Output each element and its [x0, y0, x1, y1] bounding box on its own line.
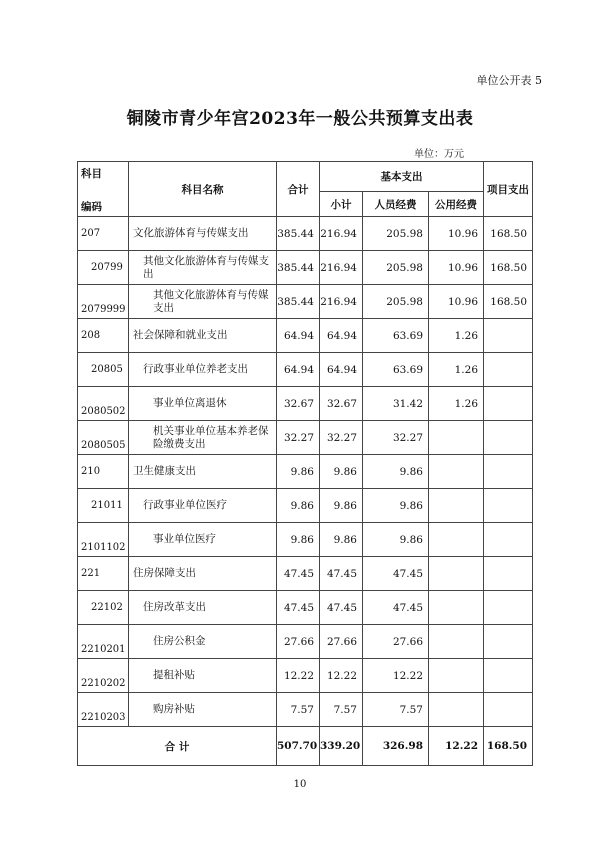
row-subtotal: 64.94: [320, 319, 363, 353]
row-personnel: 47.45: [363, 557, 429, 591]
table-row: [78, 285, 533, 319]
row-total: 12.22: [277, 659, 320, 693]
row-name: 其他文化旅游体育与传媒支出: [129, 251, 277, 285]
table-row: [78, 387, 533, 421]
table-row: [78, 591, 533, 625]
row-name: 住房改革支出: [129, 591, 277, 625]
row-subtotal: 12.22: [320, 659, 363, 693]
header-code: [78, 162, 129, 217]
row-subtotal: 216.94: [320, 251, 363, 285]
table-row: [78, 217, 533, 251]
row-personnel: 47.45: [363, 591, 429, 625]
row-total: 64.94: [277, 319, 320, 353]
row-total: 32.27: [277, 421, 320, 455]
row-subtotal: 32.67: [320, 387, 363, 421]
row-code: 2079999: [78, 285, 129, 319]
page-title: 铜陵市青少年宫2023年一般公共预算支出表: [126, 109, 474, 129]
row-public: [429, 523, 484, 557]
row-subtotal: 64.94: [320, 353, 363, 387]
table-row: [78, 523, 533, 557]
header-code-bottom: 编码: [81, 201, 102, 213]
row-code: 208: [78, 319, 129, 353]
row-project: [484, 319, 533, 353]
row-total: 7.57: [277, 693, 320, 727]
row-code: 2210203: [78, 693, 129, 727]
row-total: 9.86: [277, 455, 320, 489]
totals-project: 168.50: [484, 727, 533, 766]
row-project: [484, 421, 533, 455]
row-personnel: 63.69: [363, 353, 429, 387]
row-project: [484, 625, 533, 659]
row-name: 其他文化旅游体育与传媒支出: [129, 285, 277, 319]
header-personnel: 人员经费: [363, 192, 429, 217]
row-subtotal: 47.45: [320, 591, 363, 625]
row-public: 1.26: [429, 319, 484, 353]
row-project: 168.50: [484, 285, 533, 319]
row-personnel: 9.86: [363, 523, 429, 557]
row-total: 385.44: [277, 285, 320, 319]
header-subtotal: 小计: [320, 192, 363, 217]
row-code: 2210202: [78, 659, 129, 693]
row-project: 168.50: [484, 251, 533, 285]
totals-public: 12.22: [429, 727, 484, 766]
row-code: 210: [78, 455, 129, 489]
row-public: 1.26: [429, 387, 484, 421]
row-code: 2080502: [78, 387, 129, 421]
header-basic: 基本支出: [320, 162, 484, 192]
row-project: [484, 591, 533, 625]
row-personnel: 9.86: [363, 489, 429, 523]
row-code: 22102: [78, 591, 129, 625]
row-code: 207: [78, 217, 129, 251]
row-code: 21011: [78, 489, 129, 523]
row-name: 行政事业单位医疗: [129, 489, 277, 523]
row-public: 10.96: [429, 285, 484, 319]
row-project: [484, 489, 533, 523]
row-project: [484, 693, 533, 727]
header-code-top: 科目: [81, 168, 102, 180]
totals-label: 合 计: [78, 727, 277, 766]
row-subtotal: 27.66: [320, 625, 363, 659]
row-project: [484, 387, 533, 421]
row-subtotal: 9.86: [320, 523, 363, 557]
row-public: [429, 489, 484, 523]
form-code: 单位公开表 5: [476, 74, 542, 87]
row-name: 行政事业单位养老支出: [129, 353, 277, 387]
row-public: [429, 693, 484, 727]
totals-personnel: 326.98: [363, 727, 429, 766]
row-personnel: 31.42: [363, 387, 429, 421]
row-personnel: 32.27: [363, 421, 429, 455]
row-project: [484, 523, 533, 557]
row-total: 64.94: [277, 353, 320, 387]
row-public: [429, 421, 484, 455]
table-row: [78, 251, 533, 285]
row-public: [429, 455, 484, 489]
row-personnel: 27.66: [363, 625, 429, 659]
row-name: 住房公积金: [129, 625, 277, 659]
table-row: [78, 421, 533, 455]
totals-total: 507.70: [277, 727, 320, 766]
row-personnel: 205.98: [363, 285, 429, 319]
row-code: 221: [78, 557, 129, 591]
table-row: [78, 319, 533, 353]
page-number: 10: [293, 779, 307, 790]
table-row: [78, 659, 533, 693]
row-public: 10.96: [429, 217, 484, 251]
row-personnel: 205.98: [363, 251, 429, 285]
row-project: 168.50: [484, 217, 533, 251]
row-name: 社会保障和就业支出: [129, 319, 277, 353]
totals-subtotal: 339.20: [320, 727, 363, 766]
header-public: 公用经费: [429, 192, 484, 217]
totals-row: [78, 727, 533, 766]
row-total: 27.66: [277, 625, 320, 659]
header-total: 合计: [277, 162, 320, 217]
row-personnel: 9.86: [363, 455, 429, 489]
row-project: [484, 353, 533, 387]
row-code: 2210201: [78, 625, 129, 659]
row-name: 提租补贴: [129, 659, 277, 693]
row-total: 385.44: [277, 251, 320, 285]
row-public: [429, 659, 484, 693]
table-row: [78, 353, 533, 387]
header-name: 科目名称: [129, 162, 277, 217]
row-subtotal: 9.86: [320, 455, 363, 489]
row-project: [484, 557, 533, 591]
row-public: 10.96: [429, 251, 484, 285]
row-name: 机关事业单位基本养老保险缴费支出: [129, 421, 277, 455]
row-subtotal: 47.45: [320, 557, 363, 591]
unit-label: 单位：万元: [414, 149, 464, 160]
budget-table: [77, 161, 533, 766]
row-project: [484, 659, 533, 693]
row-code: 2080505: [78, 421, 129, 455]
row-name: 卫生健康支出: [129, 455, 277, 489]
row-name: 事业单位离退休: [129, 387, 277, 421]
row-total: 385.44: [277, 217, 320, 251]
row-total: 32.67: [277, 387, 320, 421]
row-personnel: 7.57: [363, 693, 429, 727]
row-name: 文化旅游体育与传媒支出: [129, 217, 277, 251]
row-name: 住房保障支出: [129, 557, 277, 591]
row-code: 20799: [78, 251, 129, 285]
row-subtotal: 7.57: [320, 693, 363, 727]
row-subtotal: 216.94: [320, 285, 363, 319]
row-name: 事业单位医疗: [129, 523, 277, 557]
row-code: 20805: [78, 353, 129, 387]
table-row: [78, 455, 533, 489]
row-personnel: 12.22: [363, 659, 429, 693]
row-personnel: 63.69: [363, 319, 429, 353]
row-public: [429, 625, 484, 659]
row-name: 购房补贴: [129, 693, 277, 727]
table-row: [78, 625, 533, 659]
row-public: [429, 557, 484, 591]
table-row: [78, 557, 533, 591]
table-row: [78, 693, 533, 727]
row-personnel: 205.98: [363, 217, 429, 251]
row-project: [484, 455, 533, 489]
row-subtotal: 32.27: [320, 421, 363, 455]
row-total: 47.45: [277, 591, 320, 625]
header-project: 项目支出: [484, 162, 533, 217]
row-total: 47.45: [277, 557, 320, 591]
row-code: 2101102: [78, 523, 129, 557]
row-public: 1.26: [429, 353, 484, 387]
row-total: 9.86: [277, 489, 320, 523]
table-row: [78, 489, 533, 523]
row-public: [429, 591, 484, 625]
row-subtotal: 9.86: [320, 489, 363, 523]
row-total: 9.86: [277, 523, 320, 557]
row-subtotal: 216.94: [320, 217, 363, 251]
